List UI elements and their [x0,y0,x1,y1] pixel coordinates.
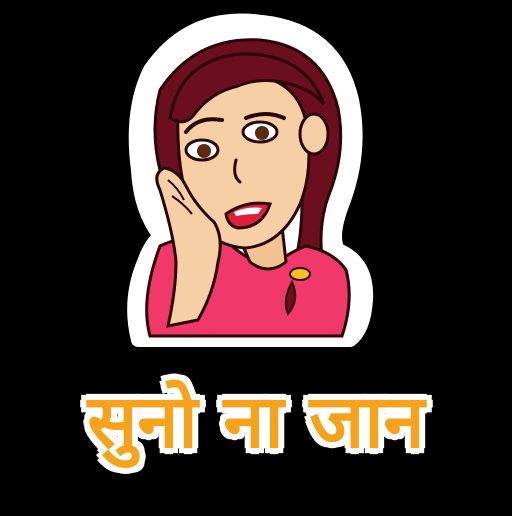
hair-tie [290,268,310,280]
iris-left [197,144,211,158]
iris-right [255,126,269,140]
caption-area [0,362,512,482]
ear [300,114,328,154]
caption-text: सुनो ना जान [87,379,425,465]
